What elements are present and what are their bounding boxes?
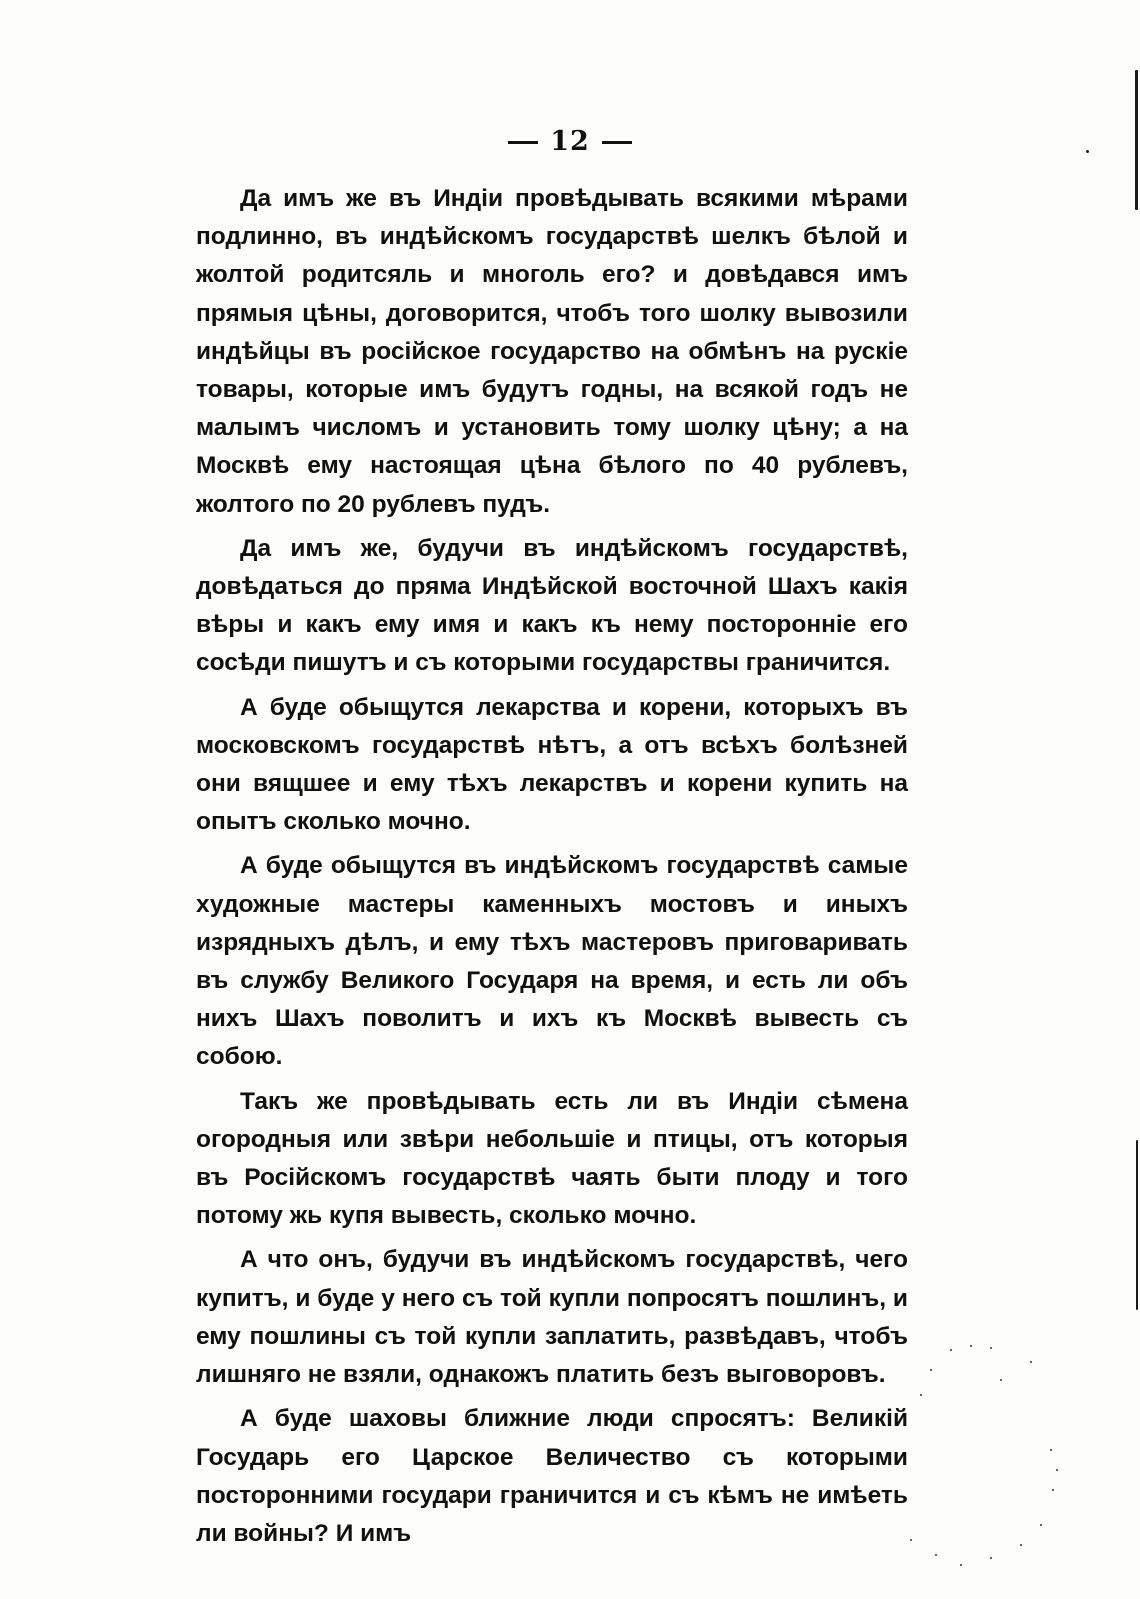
paragraph-2: Да имъ же, будучи въ индѣйскомъ государствѣ, довѣдаться до пряма Индѣйской восточной Шахъ какія вѣры и какъ ему имя и какъ къ нему посторонніе его сосѣди пишутъ и съ которыми государствы граничится. (196, 534, 908, 677)
page-number-dash-right (602, 141, 632, 144)
page-number-value: 12 (550, 126, 590, 157)
faded-library-stamp (880, 1339, 1070, 1579)
paragraph-3: А буде обыщутся лекарства и корени, которыхъ въ московскомъ государствѣ нѣтъ, а отъ всѣхъ болѣзней они вящшее и ему тѣхъ лекарствъ и корени купить на опытъ сколько мочно. (196, 693, 908, 836)
page-edge-mark-lower (1136, 1140, 1138, 1310)
page-number-dash-left (508, 141, 538, 144)
paragraph-5: Такъ же провѣдывать есть ли въ Индіи сѣмена огородныя или звѣри небольшіе и птицы, отъ которыя въ Російскомъ государствѣ чаять быти плоду и того потому жь купя вывесть, сколько мочно. (196, 1087, 908, 1230)
paragraph-1: Да имъ же въ Индіи провѣдывать всякими мѣрами подлинно, въ индѣйскомъ государствѣ шелкъ бѣлой и жолтой родитсяль и многоль его? и довѣдався имъ прямыя цѣны, договорится, чтобъ того шолку вывозили индѣйцы въ російское государство на обмѣнъ на рускіе товары, которые имъ будутъ годны, на всякой годъ не малымъ числомъ и установить тому шолку цѣну; а на Москвѣ ему настоящая цѣна бѣлого по 40 рублевъ, жолтого по 20 рублевъ пудъ. (196, 185, 908, 518)
paragraph-7: А буде шаховы ближние люди спросятъ: Великій Государь его Царское Величество съ которыми посторонними государи граничится и съ кѣмъ не имѣеть ли войны? И имъ (196, 1405, 908, 1547)
page-number (0, 126, 1140, 157)
paragraph-4: А буде обыщутся въ индѣйскомъ государствѣ самые художные мастеры каменныхъ мостовъ и иныхъ изрядныхъ дѣлъ, и ему тѣхъ мастеровъ приговаривать въ службу Великого Государя на время, и есть ли объ нихъ Шахъ поволитъ и ихъ къ Москвѣ вывесть съ собою. (196, 852, 908, 1071)
paragraph-6: А что онъ, будучи въ индѣйскомъ государствѣ, чего купитъ, и буде у него съ той купли попросятъ пошлинъ, и ему пошлины съ той купли заплатить, развѣдавъ, чтобъ лишняго не взяли, однакожъ платить безъ выговоровъ. (196, 1246, 908, 1389)
body-text (196, 180, 908, 1559)
